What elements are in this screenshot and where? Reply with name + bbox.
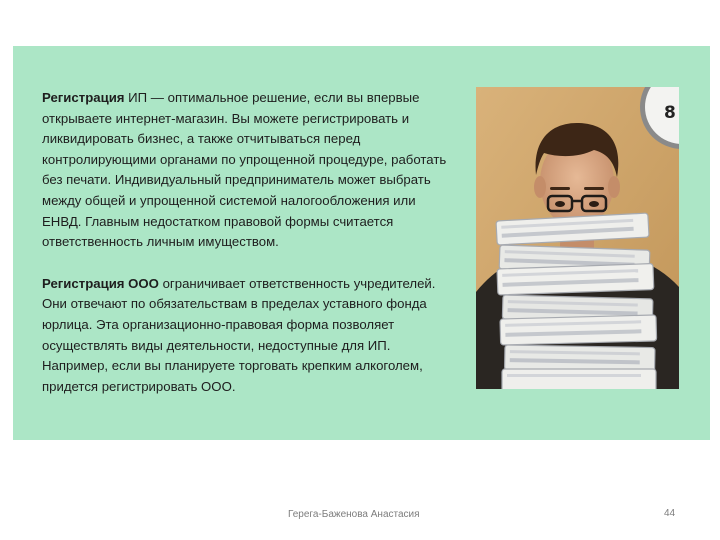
paragraph-ip-text: ИП — оптимальное решение, если вы впервые открываете интернет-магазин. Вы можете регистрировать и ликвидировать бизнес, а также отчитываться перед контролирующими органами по упрощенной процедуре, работать без печати. Индивидуальный предприниматель может выбрать между общей и упрощенной системой налогообложения или ЕНВД. Главным недостатком правовой формы считается ответственность личным имуществом. <box>42 90 447 250</box>
paragraph-ip <box>42 88 452 253</box>
clock-digit: 8 <box>664 103 676 123</box>
paragraph-ooo-text: ограничивает ответственность учредителей. Они отвечают по обязательствам в пределах уставного фонда юрлица. Эта организационно-правовая форма позволяет осуществлять виды деятельности, недоступные для ИП. Например, если вы планируете торговать крепким алкоголем, придется регистрировать ООО. <box>42 275 436 394</box>
slide-text <box>42 88 452 397</box>
paragraph-ooo <box>42 274 452 398</box>
paragraph-ip-bold: Регистрация <box>42 90 125 105</box>
page-number: 44 <box>664 508 676 519</box>
paragraph-ooo-bold: Регистрация ООО <box>42 275 159 291</box>
slide-panel <box>13 46 710 440</box>
footer-author: Герега-Баженова Анастасия <box>288 509 420 520</box>
man-with-binders-image <box>476 87 679 389</box>
